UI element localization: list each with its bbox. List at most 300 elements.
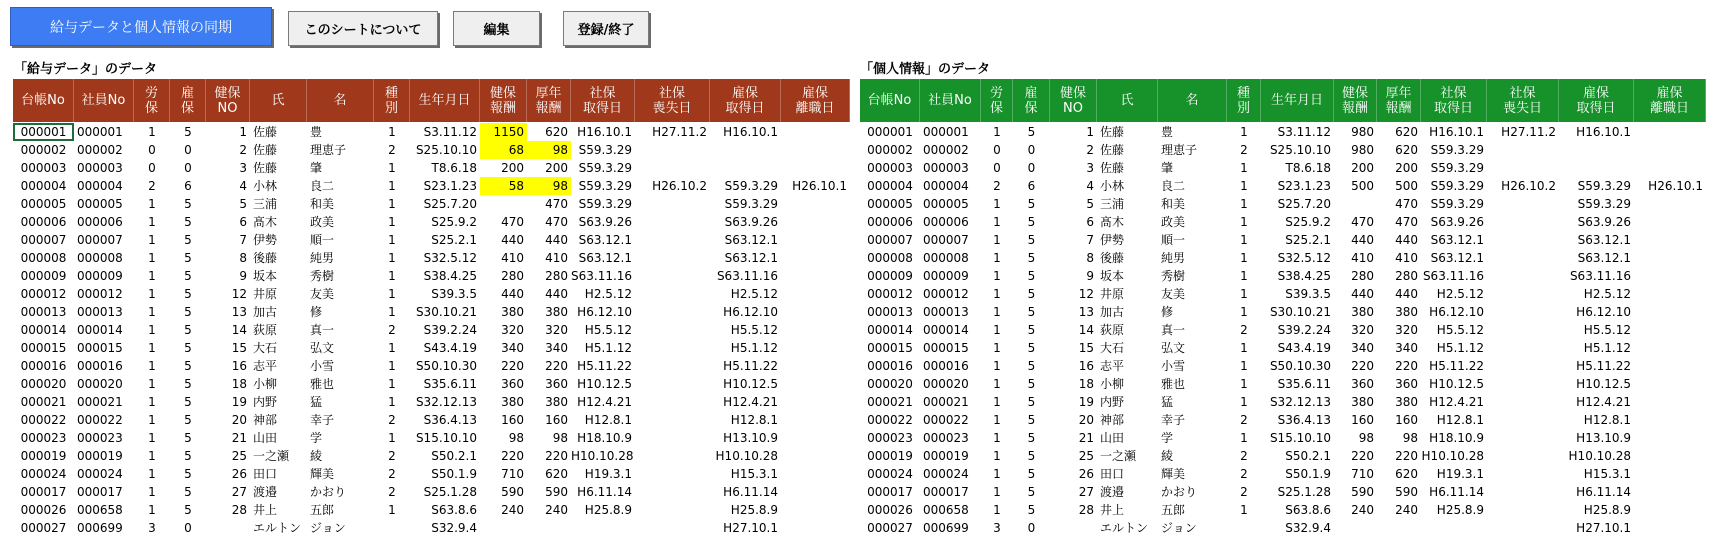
table-cell[interactable]: 秀樹 (310, 269, 335, 283)
table-cell[interactable]: S63.12.1 (1430, 233, 1484, 247)
table-cell[interactable]: 1 (148, 467, 156, 481)
table-cell[interactable]: 5 (1027, 467, 1036, 481)
table-cell[interactable] (635, 195, 710, 213)
table-cell[interactable]: 14 (1078, 323, 1094, 337)
table-cell[interactable]: 000004 (77, 179, 123, 193)
column-header[interactable]: 労 保 (981, 79, 1013, 122)
table-cell[interactable]: S50.1.9 (1285, 467, 1331, 481)
table-cell[interactable]: 2 (1240, 467, 1248, 481)
table-cell[interactable]: 2 (1240, 413, 1248, 427)
table-cell[interactable] (1634, 141, 1706, 159)
table-cell[interactable]: 2 (388, 449, 396, 463)
table-cell[interactable]: H10.12.5 (1429, 377, 1484, 391)
table-cell[interactable]: H6.12.10 (1429, 305, 1484, 319)
table-cell[interactable]: 5 (184, 467, 192, 481)
table-cell[interactable]: 000021 (20, 395, 67, 409)
table-cell[interactable]: 000022 (867, 413, 913, 427)
table-cell[interactable]: 1 (388, 197, 396, 211)
table-cell[interactable]: 7 (239, 233, 247, 247)
table-cell[interactable]: S50.2.1 (431, 449, 477, 463)
table-cell[interactable]: 学 (1161, 431, 1174, 445)
column-header[interactable]: 労 保 (134, 79, 170, 122)
table-cell[interactable]: 幸子 (310, 413, 335, 427)
table-cell[interactable]: 理恵子 (310, 143, 347, 157)
table-cell[interactable]: 大石 (1100, 341, 1125, 355)
table-cell[interactable]: 1 (148, 233, 156, 247)
table-cell[interactable]: 000013 (923, 305, 969, 319)
table-cell[interactable] (1487, 375, 1559, 393)
table-cell[interactable]: 真一 (1161, 323, 1186, 337)
table-cell[interactable]: S36.4.13 (1277, 413, 1331, 427)
table-cell[interactable]: S30.10.21 (1269, 305, 1331, 319)
table-cell[interactable]: 000013 (77, 305, 123, 319)
table-cell[interactable] (635, 447, 710, 465)
table-cell[interactable]: H25.8.9 (1583, 503, 1631, 517)
table-cell[interactable]: 000004 (20, 179, 67, 193)
table-cell[interactable] (1487, 519, 1559, 537)
table-cell[interactable] (635, 339, 710, 357)
table-cell[interactable]: 8 (239, 251, 247, 265)
table-cell[interactable] (781, 231, 850, 249)
table-cell[interactable]: 2 (1240, 449, 1248, 463)
table-cell[interactable]: 1 (148, 395, 156, 409)
table-cell[interactable]: 000003 (20, 161, 67, 175)
table-cell[interactable]: 000658 (923, 503, 969, 517)
table-cell[interactable]: 5 (184, 341, 192, 355)
table-cell[interactable]: 000004 (867, 179, 913, 193)
table-cell[interactable]: 1 (993, 341, 1001, 355)
table-cell[interactable]: 000013 (20, 305, 67, 319)
table-cell[interactable]: 0 (184, 521, 192, 535)
table-cell[interactable]: S3.11.12 (423, 125, 477, 139)
table-cell[interactable] (781, 339, 850, 357)
table-cell[interactable] (1487, 141, 1559, 159)
table-cell[interactable] (1487, 483, 1559, 501)
table-cell[interactable]: H10.10.28 (1421, 449, 1484, 463)
table-cell[interactable]: 雅也 (1161, 377, 1186, 391)
table-cell[interactable] (635, 393, 710, 411)
table-cell[interactable]: 3 (1086, 161, 1094, 175)
table-cell[interactable]: 五郎 (310, 503, 335, 517)
table-cell[interactable] (480, 519, 527, 537)
table-cell[interactable]: 2 (388, 485, 396, 499)
table-cell[interactable]: 5 (184, 269, 192, 283)
table-cell[interactable]: 21 (1078, 431, 1094, 445)
table-cell[interactable] (1634, 411, 1706, 429)
table-cell[interactable]: 佐藤 (1100, 125, 1125, 139)
table-cell[interactable]: H6.11.14 (723, 485, 778, 499)
table-cell[interactable]: 000024 (923, 467, 969, 481)
table-cell[interactable]: 1 (388, 305, 396, 319)
table-cell[interactable]: 200 (545, 161, 568, 175)
table-cell[interactable]: エルトン (1100, 521, 1149, 535)
table-cell[interactable] (1487, 339, 1559, 357)
table-cell[interactable]: 000007 (867, 233, 913, 247)
table-cell[interactable]: 荻原 (253, 323, 278, 337)
table-cell[interactable] (1227, 519, 1261, 537)
table-cell[interactable]: H5.11.22 (1576, 359, 1631, 373)
table-cell[interactable]: 5 (184, 449, 192, 463)
table-cell[interactable]: 1 (388, 233, 396, 247)
table-cell[interactable]: 620 (1395, 143, 1418, 157)
table-cell[interactable]: 000017 (20, 485, 67, 499)
table-cell[interactable]: 5 (184, 251, 192, 265)
table-cell[interactable]: 280 (501, 269, 524, 283)
table-cell[interactable]: H5.5.12 (730, 323, 778, 337)
table-cell[interactable]: 3 (239, 161, 247, 175)
table-cell[interactable] (1634, 303, 1706, 321)
table-cell[interactable]: S63.9.26 (578, 215, 632, 229)
table-cell[interactable]: 佐藤 (1100, 143, 1125, 157)
table-cell[interactable]: S63.8.6 (431, 503, 477, 517)
table-cell[interactable]: 1 (148, 413, 156, 427)
table-cell[interactable]: 000007 (923, 233, 969, 247)
table-cell[interactable]: 井原 (253, 287, 278, 301)
table-cell[interactable]: S30.10.21 (415, 305, 477, 319)
table-cell[interactable]: 000008 (20, 251, 67, 265)
table-cell[interactable]: 98 (1358, 431, 1374, 445)
table-cell[interactable]: 440 (1395, 287, 1418, 301)
table-cell[interactable]: 1 (993, 395, 1001, 409)
table-cell[interactable]: 三浦 (253, 197, 278, 211)
table-cell[interactable]: 5 (184, 359, 192, 373)
table-cell[interactable]: S59.3.29 (1577, 179, 1631, 193)
table-cell[interactable]: 5 (239, 197, 247, 211)
table-cell[interactable]: 2 (388, 413, 396, 427)
table-cell[interactable]: 000012 (923, 287, 969, 301)
table-cell[interactable]: 5 (1086, 197, 1094, 211)
table-cell[interactable]: 坂本 (1100, 269, 1125, 283)
table-cell[interactable] (1634, 213, 1706, 231)
table-cell[interactable]: 27 (231, 485, 247, 499)
table-cell[interactable]: 弘文 (310, 341, 335, 355)
table-cell[interactable]: H12.8.1 (1583, 413, 1631, 427)
table-cell[interactable]: 1 (993, 503, 1001, 517)
table-cell[interactable]: 000016 (77, 359, 123, 373)
table-cell[interactable]: 神部 (1100, 413, 1125, 427)
table-cell[interactable]: 和美 (1161, 197, 1186, 211)
table-cell[interactable]: 000027 (867, 521, 913, 535)
table-cell[interactable]: 380 (501, 305, 524, 319)
table-cell[interactable] (781, 303, 850, 321)
table-cell[interactable]: 440 (501, 233, 524, 247)
table-cell[interactable]: 200 (501, 161, 524, 175)
table-cell[interactable]: 5 (184, 431, 192, 445)
table-cell[interactable]: 000020 (867, 377, 913, 391)
table-cell[interactable]: 1 (388, 395, 396, 409)
table-cell[interactable]: 000019 (77, 449, 123, 463)
table-cell[interactable]: 小雪 (310, 359, 335, 373)
column-header[interactable]: 社保 取得日 (1421, 79, 1487, 122)
table-cell[interactable]: 000016 (20, 359, 67, 373)
table-cell[interactable]: 220 (545, 359, 568, 373)
table-cell[interactable]: 000006 (923, 215, 969, 229)
table-cell[interactable]: S50.2.1 (1285, 449, 1331, 463)
table-cell[interactable]: S15.10.10 (415, 431, 477, 445)
table-cell[interactable]: 大石 (253, 341, 278, 355)
table-cell[interactable]: 1 (993, 413, 1001, 427)
table-cell[interactable]: 18 (1078, 377, 1094, 391)
column-header[interactable]: 社保 取得日 (571, 79, 635, 122)
table-cell[interactable]: 和美 (310, 197, 335, 211)
table-cell[interactable]: 1 (388, 251, 396, 265)
table-cell[interactable]: 470 (545, 215, 568, 229)
table-cell[interactable]: 98 (527, 177, 571, 195)
table-cell[interactable]: 友美 (1161, 287, 1186, 301)
table-cell[interactable]: H5.1.12 (1436, 341, 1484, 355)
table-cell[interactable]: 360 (1395, 377, 1418, 391)
table-cell[interactable]: 肇 (1161, 161, 1174, 175)
table-cell[interactable]: 200 (1395, 161, 1418, 175)
table-cell[interactable]: H12.8.1 (730, 413, 778, 427)
table-cell[interactable]: 590 (501, 485, 524, 499)
table-cell[interactable]: 20 (1078, 413, 1094, 427)
table-cell[interactable]: 000001 (77, 125, 123, 139)
table-cell[interactable]: 380 (1351, 395, 1374, 409)
table-cell[interactable]: H27.11.2 (1501, 125, 1556, 139)
table-cell[interactable] (1487, 159, 1559, 177)
table-cell[interactable]: S59.3.29 (1430, 179, 1484, 193)
table-cell[interactable]: 純男 (310, 251, 335, 265)
table-cell[interactable]: 000017 (77, 485, 123, 499)
table-cell[interactable] (1487, 411, 1559, 429)
table-cell[interactable] (635, 501, 710, 519)
table-cell[interactable]: S63.11.16 (1422, 269, 1484, 283)
table-cell[interactable]: S35.6.11 (423, 377, 477, 391)
table-cell[interactable]: 1 (1240, 395, 1248, 409)
table-cell[interactable]: 2 (388, 467, 396, 481)
table-cell[interactable] (635, 285, 710, 303)
table-cell[interactable]: H5.5.12 (1583, 323, 1631, 337)
table-cell[interactable]: 160 (545, 413, 568, 427)
table-cell[interactable]: 000699 (77, 521, 123, 535)
table-cell[interactable]: 綾 (1161, 449, 1174, 463)
table-cell[interactable]: H10.10.28 (715, 449, 778, 463)
table-cell[interactable] (635, 429, 710, 447)
table-cell[interactable] (571, 519, 635, 537)
table-cell[interactable] (1487, 357, 1559, 375)
table-cell[interactable]: 1 (993, 485, 1001, 499)
table-cell[interactable] (1634, 123, 1706, 141)
table-cell[interactable]: S25.2.1 (431, 233, 477, 247)
table-cell[interactable] (781, 285, 850, 303)
table-cell[interactable]: S35.6.11 (1277, 377, 1331, 391)
table-cell[interactable] (781, 213, 850, 231)
table-cell[interactable]: 5 (184, 377, 192, 391)
table-cell[interactable]: 猛 (1161, 395, 1174, 409)
table-cell[interactable]: 1 (148, 377, 156, 391)
table-cell[interactable]: 58 (480, 177, 527, 195)
table-cell[interactable]: 12 (231, 287, 247, 301)
table-cell[interactable]: 2 (1240, 323, 1248, 337)
table-cell[interactable]: H18.10.9 (1429, 431, 1484, 445)
table-cell[interactable]: H5.1.12 (584, 341, 632, 355)
table-cell[interactable]: 政美 (310, 215, 335, 229)
table-cell[interactable]: H16.10.1 (723, 125, 778, 139)
column-header[interactable]: 雇 保 (1013, 79, 1050, 122)
table-cell[interactable]: 5 (184, 413, 192, 427)
table-cell[interactable]: 000006 (867, 215, 913, 229)
table-cell[interactable] (781, 123, 850, 141)
table-cell[interactable]: 1 (993, 125, 1001, 139)
table-cell[interactable]: 伊勢 (1100, 233, 1125, 247)
table-cell[interactable]: 1 (148, 323, 156, 337)
table-cell[interactable]: 1 (993, 323, 1001, 337)
table-cell[interactable]: 五郎 (1161, 503, 1186, 517)
table-cell[interactable]: 後藤 (1100, 251, 1125, 265)
table-cell[interactable]: H16.10.1 (577, 125, 632, 139)
table-cell[interactable]: 000008 (77, 251, 123, 265)
column-header[interactable]: 健保 NO (1050, 79, 1097, 122)
table-cell[interactable] (1634, 375, 1706, 393)
table-cell[interactable]: S59.3.29 (578, 179, 632, 193)
table-cell[interactable]: 320 (1395, 323, 1418, 337)
table-cell[interactable]: 加古 (1100, 305, 1125, 319)
table-cell[interactable] (1487, 213, 1559, 231)
table-cell[interactable]: 6 (1027, 179, 1036, 193)
table-cell[interactable]: 0 (993, 143, 1001, 157)
table-cell[interactable]: 1 (388, 431, 396, 445)
table-cell[interactable]: H6.12.10 (1576, 305, 1631, 319)
table-cell[interactable]: 6 (184, 179, 192, 193)
table-cell[interactable]: エルトン (253, 521, 302, 535)
table-cell[interactable] (1634, 339, 1706, 357)
table-cell[interactable]: 15 (1078, 341, 1094, 355)
table-cell[interactable]: 28 (1078, 503, 1094, 517)
table-cell[interactable]: 280 (1351, 269, 1374, 283)
table-cell[interactable] (635, 321, 710, 339)
table-cell[interactable]: 000009 (77, 269, 123, 283)
table-cell[interactable]: S32.9.4 (431, 521, 477, 535)
table-cell[interactable]: S63.12.1 (578, 233, 632, 247)
table-cell[interactable]: 240 (545, 503, 568, 517)
table-cell[interactable]: H12.4.21 (1576, 395, 1631, 409)
table-cell[interactable]: S63.11.16 (716, 269, 778, 283)
table-cell[interactable]: 1 (239, 125, 247, 139)
table-cell[interactable]: 320 (545, 323, 568, 337)
table-cell[interactable] (710, 159, 781, 177)
table-cell[interactable]: 輝美 (1161, 467, 1186, 481)
table-cell[interactable] (781, 141, 850, 159)
table-cell[interactable]: 160 (1351, 413, 1374, 427)
table-cell[interactable]: 470 (545, 197, 568, 211)
column-header[interactable]: 種 別 (374, 79, 410, 122)
table-cell[interactable]: 1 (388, 179, 396, 193)
table-cell[interactable]: 000014 (77, 323, 123, 337)
table-cell[interactable]: H25.8.9 (1436, 503, 1484, 517)
table-cell[interactable]: 000005 (77, 197, 123, 211)
column-header[interactable]: 氏 (1097, 79, 1158, 122)
table-cell[interactable]: 5 (184, 485, 192, 499)
column-header[interactable]: 健保 報酬 (480, 79, 527, 122)
table-cell[interactable]: 20 (231, 413, 247, 427)
table-cell[interactable]: 620 (545, 467, 568, 481)
table-cell[interactable] (781, 411, 850, 429)
table-cell[interactable]: 710 (1351, 467, 1374, 481)
table-cell[interactable]: 1 (148, 485, 156, 499)
table-cell[interactable]: 3 (148, 521, 156, 535)
table-cell[interactable]: 980 (1351, 125, 1374, 139)
table-cell[interactable]: 順一 (310, 233, 335, 247)
table-cell[interactable]: 000015 (20, 341, 67, 355)
table-cell[interactable]: S23.1.23 (1277, 179, 1331, 193)
table-cell[interactable]: H5.11.22 (577, 359, 632, 373)
table-cell[interactable]: 0 (993, 161, 1001, 175)
table-cell[interactable]: 440 (545, 287, 568, 301)
table-cell[interactable] (781, 249, 850, 267)
table-cell[interactable]: 5 (1027, 395, 1036, 409)
table-cell[interactable]: 1 (993, 467, 1001, 481)
table-cell[interactable] (374, 519, 410, 537)
table-cell[interactable]: 後藤 (253, 251, 278, 265)
table-cell[interactable]: 98 (508, 431, 524, 445)
table-cell[interactable]: 8 (1086, 251, 1094, 265)
table-cell[interactable]: 000020 (20, 377, 67, 391)
table-cell[interactable]: 25 (1078, 449, 1094, 463)
table-cell[interactable]: 1 (993, 359, 1001, 373)
table-cell[interactable]: 肇 (310, 161, 323, 175)
table-cell[interactable]: H6.12.10 (577, 305, 632, 319)
table-cell[interactable] (781, 267, 850, 285)
table-cell[interactable]: 1 (148, 341, 156, 355)
table-cell[interactable]: 1 (148, 449, 156, 463)
table-cell[interactable] (1634, 195, 1706, 213)
column-header[interactable]: 種 別 (1227, 79, 1261, 122)
table-cell[interactable]: H5.1.12 (730, 341, 778, 355)
table-cell[interactable]: 000024 (867, 467, 913, 481)
table-cell[interactable]: S63.11.16 (1569, 269, 1631, 283)
table-cell[interactable]: 山田 (1100, 431, 1125, 445)
table-cell[interactable]: 1 (1240, 287, 1248, 301)
table-cell[interactable]: 佐藤 (253, 161, 278, 175)
table-cell[interactable] (1559, 141, 1634, 159)
table-cell[interactable]: S63.12.1 (578, 251, 632, 265)
table-cell[interactable] (1559, 159, 1634, 177)
table-cell[interactable]: 1 (1240, 359, 1248, 373)
table-cell[interactable]: S63.12.1 (1577, 251, 1631, 265)
table-cell[interactable]: H27.10.1 (723, 521, 778, 535)
table-cell[interactable]: 雅也 (310, 377, 335, 391)
table-cell[interactable]: S39.2.24 (423, 323, 477, 337)
table-cell[interactable] (781, 159, 850, 177)
table-cell[interactable]: 小林 (253, 179, 278, 193)
table-cell[interactable]: 1 (148, 503, 156, 517)
table-cell[interactable]: 0 (1027, 143, 1036, 157)
table-cell[interactable]: H27.11.2 (652, 125, 707, 139)
table-cell[interactable] (635, 465, 710, 483)
table-cell[interactable]: S43.4.19 (1277, 341, 1331, 355)
table-cell[interactable]: 1 (993, 305, 1001, 319)
table-cell[interactable]: H5.1.12 (1583, 341, 1631, 355)
table-cell[interactable]: 1 (148, 197, 156, 211)
table-cell[interactable] (1487, 267, 1559, 285)
table-cell[interactable]: 0 (1027, 161, 1036, 175)
table-cell[interactable]: 0 (148, 161, 156, 175)
table-cell[interactable]: 加古 (253, 305, 278, 319)
table-cell[interactable]: 5 (184, 287, 192, 301)
table-cell[interactable]: 1 (148, 305, 156, 319)
table-cell[interactable]: 4 (239, 179, 247, 193)
table-cell[interactable]: 真一 (310, 323, 335, 337)
table-cell[interactable]: S25.9.2 (1285, 215, 1331, 229)
table-cell[interactable]: 1 (388, 161, 396, 175)
table-cell[interactable]: 440 (545, 233, 568, 247)
table-cell[interactable]: 16 (231, 359, 247, 373)
table-cell[interactable]: 5 (184, 305, 192, 319)
table-cell[interactable] (781, 375, 850, 393)
table-cell[interactable]: 000023 (867, 431, 913, 445)
table-cell[interactable]: 340 (1395, 341, 1418, 355)
